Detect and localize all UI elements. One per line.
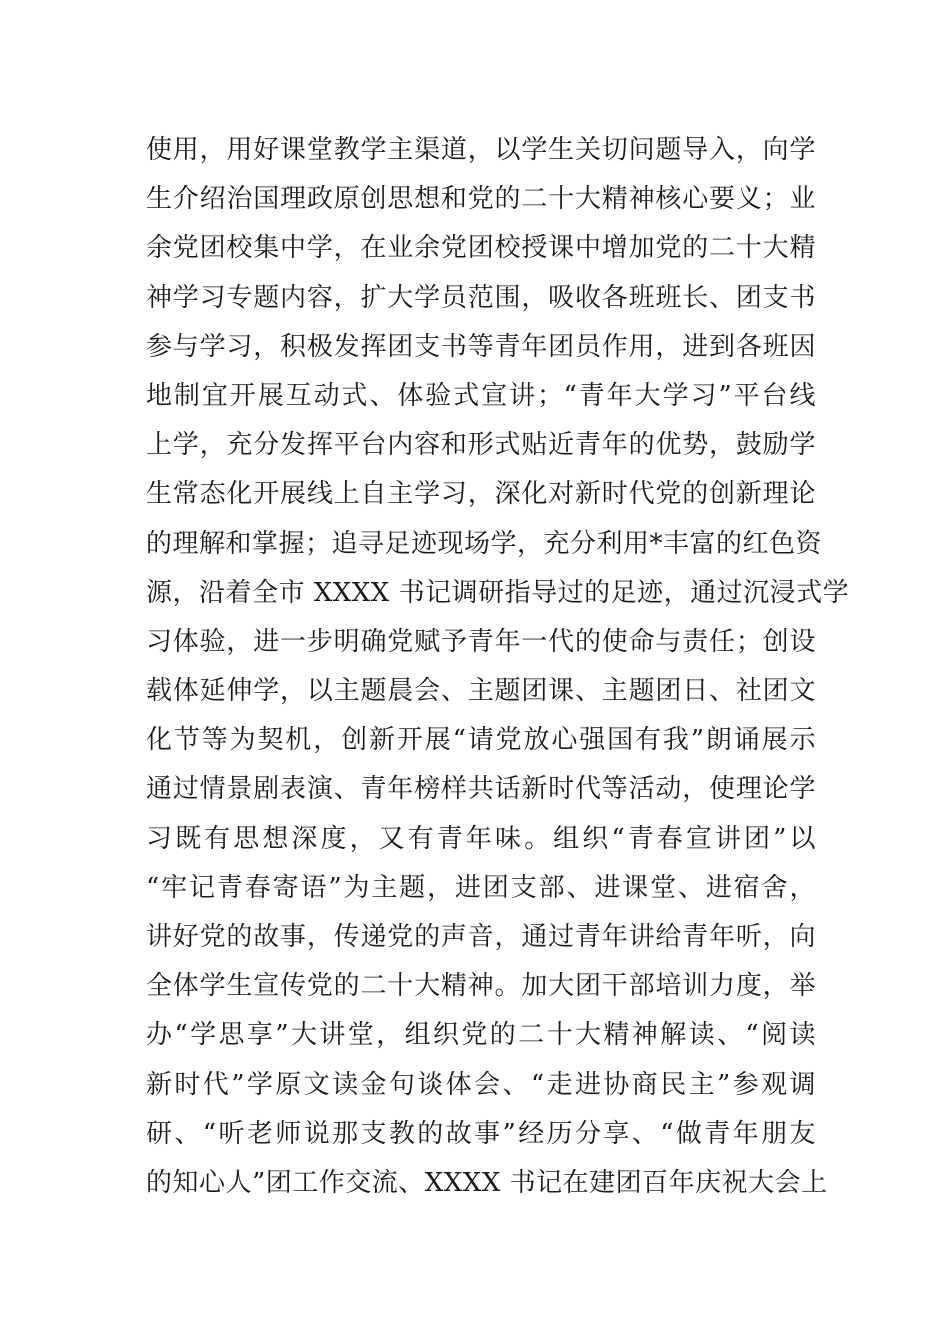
text-line: 化节等为契机，创新开展“请党放心强国有我”朗诵展示 <box>146 725 816 756</box>
text-line: 源，沿着全市 XXXX 书记调研指导过的足迹，通过沉浸式学 <box>146 577 850 608</box>
text-line: 习体验，进一步明确党赋予青年一代的使命与责任；创设 <box>146 626 816 657</box>
text-line: 参与学习，积极发挥团支书等青年团员作用，进到各班因 <box>146 331 816 362</box>
text-line: 生介绍治国理政原创思想和党的二十大精神核心要义；业 <box>146 184 816 215</box>
text-line: 全体学生宣传党的二十大精神。加大团干部培训力度，举 <box>146 971 816 1002</box>
text-line: 通过情景剧表演、青年榜样共话新时代等活动，使理论学 <box>146 774 816 805</box>
text-line: 使用，用好课堂教学主渠道，以学生关切问题导入，向学 <box>146 135 816 165</box>
text-line: 新时代”学原文读金句谈体会、“走进协商民主”参观调 <box>146 1069 816 1100</box>
text-line: 习既有思想深度，又有青年味。组织“青春宣讲团”以 <box>146 823 816 854</box>
text-line: 地制宜开展互动式、体验式宣讲；“青年大学习”平台线 <box>146 380 816 411</box>
text-line: 研、“听老师说那支教的故事”经历分享、“做青年朋友 <box>146 1118 816 1149</box>
body-paragraph <box>146 126 850 1208</box>
text-line: 载体延伸学，以主题晨会、主题团课、主题团日、社团文 <box>146 676 816 707</box>
text-line: 生常态化开展线上自主学习，深化对新时代党的创新理论 <box>146 479 816 510</box>
text-line: 神学习专题内容，扩大学员范围，吸收各班班长、团支书 <box>146 282 816 313</box>
text-line: 上学，充分发挥平台内容和形式贴近青年的优势，鼓励学 <box>146 430 816 461</box>
text-line: “牢记青春寄语”为主题，进团支部、进课堂、进宿舍， <box>146 872 816 903</box>
text-line: 讲好党的故事，传递党的声音，通过青年讲给青年听，向 <box>146 922 816 952</box>
text-line: 的理解和掌握；追寻足迹现场学，充分利用*丰富的红色资 <box>146 528 823 559</box>
text-line: 办“学思享”大讲堂，组织党的二十大精神解读、“阅读 <box>146 1020 816 1051</box>
text-line: 余党团校集中学，在业余党团校授课中增加党的二十大精 <box>146 233 816 264</box>
text-line: 的知心人”团工作交流、XXXX 书记在建团百年庆祝大会上 <box>146 1167 828 1198</box>
